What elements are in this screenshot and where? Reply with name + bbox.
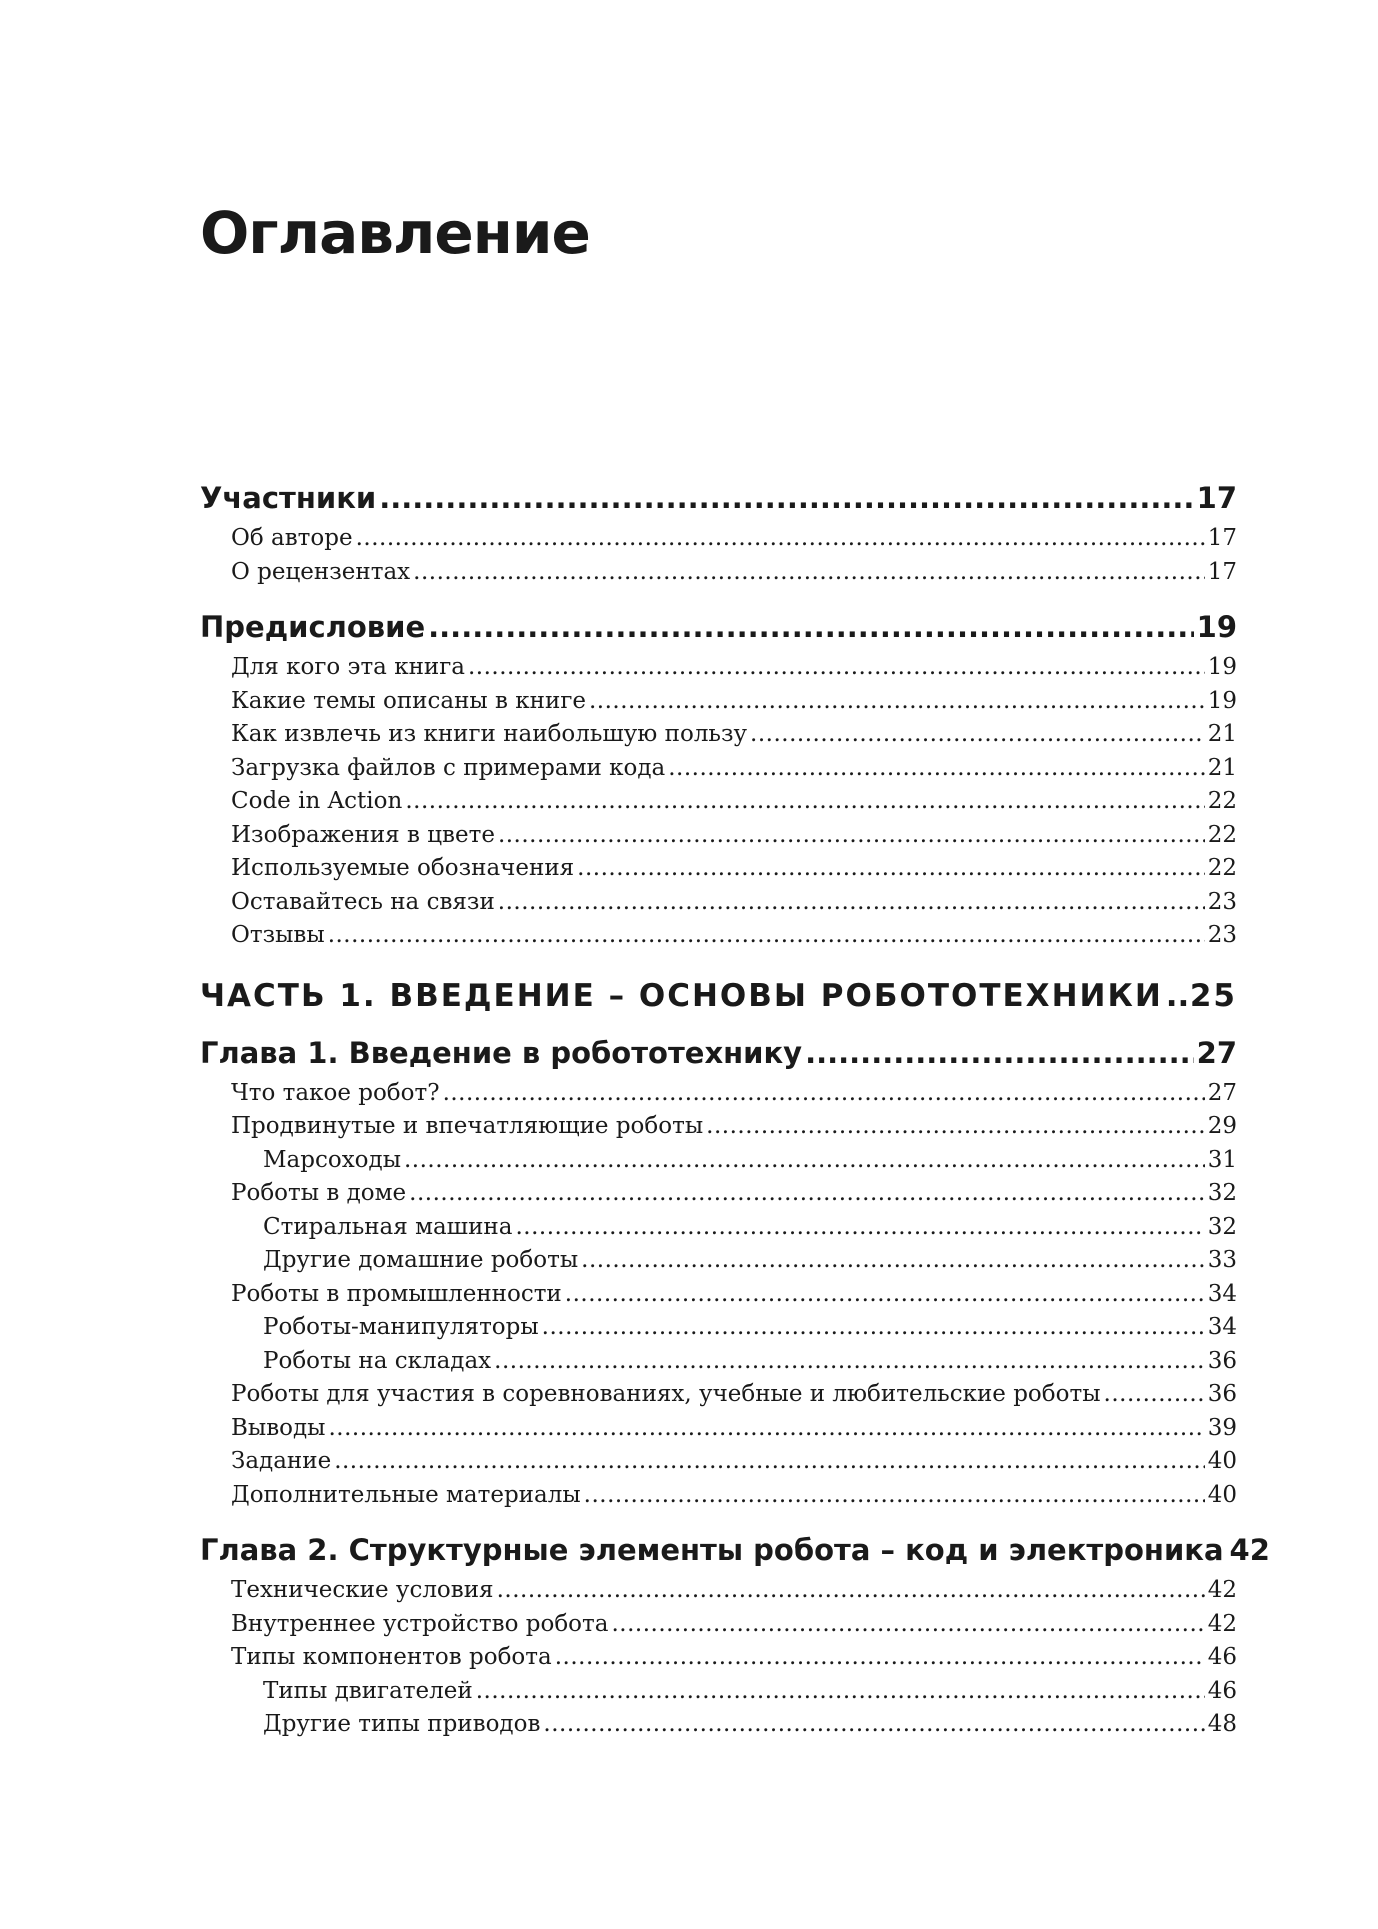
toc-entry-page-number: 32 xyxy=(1207,1213,1237,1240)
toc-entry-title: Глава 2. Структурные элементы робота – код и электроника xyxy=(200,1533,1224,1567)
dot-leader xyxy=(805,1035,1194,1071)
toc-entry-title: Участники xyxy=(200,481,377,515)
toc-entry xyxy=(200,1211,1237,1245)
toc-entry-title: Используемые обозначения xyxy=(231,855,575,881)
toc-entry-page-number: 17 xyxy=(1196,481,1237,515)
toc-entry-title: Внутреннее устройство робота xyxy=(231,1610,609,1637)
dot-leader xyxy=(543,1708,1204,1742)
dot-leader xyxy=(409,1177,1205,1211)
toc-entry xyxy=(200,1574,1237,1608)
toc-entry-page-number: 22 xyxy=(1207,855,1237,881)
toc-entry xyxy=(200,1445,1237,1479)
toc-entry xyxy=(200,1378,1237,1412)
dot-leader xyxy=(750,718,1205,752)
toc-entry-title: Изображения в цвете xyxy=(231,821,495,848)
toc-entry-title: ЧАСТЬ 1. ВВЕДЕНИЕ – ОСНОВЫ РОБОТОТЕХНИКИ xyxy=(200,977,1163,1014)
dot-leader xyxy=(328,1412,1204,1446)
toc-entry-title: Глава 1. Введение в робототехнику xyxy=(200,1035,803,1070)
dot-leader xyxy=(428,609,1194,645)
toc-entry-page-number: 36 xyxy=(1207,1347,1237,1374)
toc-entry-title: Выводы xyxy=(231,1414,326,1441)
toc-entry-page-number: 46 xyxy=(1207,1677,1237,1704)
toc-entry xyxy=(200,1177,1237,1211)
toc-entry-title: Что такое робот? xyxy=(231,1079,440,1106)
toc-entry-page-number: 42 xyxy=(1207,1577,1237,1603)
toc-entry-page-number: 27 xyxy=(1207,1079,1237,1106)
toc-entry xyxy=(200,1144,1237,1178)
toc-entry-title: Другие типы приводов xyxy=(263,1711,541,1737)
toc-entry xyxy=(200,785,1237,819)
toc-entry xyxy=(200,1311,1237,1345)
toc-entry xyxy=(200,1412,1237,1446)
dot-leader xyxy=(515,1211,1204,1245)
dot-leader xyxy=(584,1479,1205,1513)
dot-leader xyxy=(404,1144,1205,1178)
toc-entry-page-number: 40 xyxy=(1207,1448,1237,1474)
toc-entry xyxy=(200,977,1237,1015)
toc-entry xyxy=(200,556,1237,590)
dot-leader xyxy=(498,819,1205,853)
toc-entry-page-number: 27 xyxy=(1196,1035,1237,1070)
toc-entry-page-number: 21 xyxy=(1207,754,1237,781)
toc-entry-title: Роботы-манипуляторы xyxy=(263,1314,539,1340)
toc-entry-page-number: 42 xyxy=(1229,1533,1270,1567)
toc-entry-title: Какие темы описаны в книге xyxy=(231,687,586,714)
toc-entry-page-number: 22 xyxy=(1207,821,1237,848)
page-title: Оглавление xyxy=(200,199,590,267)
toc-entry xyxy=(200,1641,1237,1675)
toc-entry xyxy=(200,1110,1237,1144)
dot-leader xyxy=(413,556,1205,590)
toc-entry-title: Дополнительные материалы xyxy=(231,1481,581,1508)
toc-entry-page-number: 33 xyxy=(1207,1247,1237,1273)
toc-entry-title: Роботы для участия в соревнованиях, учебные и любительские роботы xyxy=(231,1381,1101,1407)
dot-leader xyxy=(611,1608,1204,1642)
dot-leader xyxy=(334,1445,1205,1479)
toc-entry xyxy=(200,1479,1237,1513)
toc-entry xyxy=(200,1608,1237,1642)
toc-entry-page-number: 17 xyxy=(1207,525,1237,551)
toc-entry-page-number: 36 xyxy=(1207,1381,1237,1407)
toc-entry-title: Марсоходы xyxy=(263,1146,401,1173)
dot-leader xyxy=(379,480,1193,516)
toc-entry-page-number: 32 xyxy=(1207,1180,1237,1206)
toc-entry xyxy=(200,522,1237,556)
toc-entry-title: Code in Action xyxy=(231,788,403,814)
toc-entry xyxy=(200,718,1237,752)
toc-entry-page-number: 40 xyxy=(1207,1481,1237,1508)
dot-leader xyxy=(476,1675,1205,1709)
toc-entry-title: Роботы в доме xyxy=(231,1180,407,1206)
toc-entry xyxy=(200,1345,1237,1379)
toc-entry xyxy=(200,1077,1237,1111)
toc-entry-page-number: 42 xyxy=(1207,1610,1237,1637)
toc-entry-title: О рецензентах xyxy=(231,558,411,585)
toc-entry xyxy=(200,819,1237,853)
toc-entry xyxy=(200,1035,1237,1071)
dot-leader xyxy=(589,685,1205,719)
toc-entry xyxy=(200,480,1237,516)
toc-entry-page-number: 46 xyxy=(1207,1644,1237,1670)
dot-leader xyxy=(497,1574,1205,1608)
toc-entry xyxy=(200,752,1237,786)
dot-leader xyxy=(1104,1378,1205,1412)
toc-entry-title: Роботы на складах xyxy=(263,1347,492,1374)
toc-entry-title: Роботы в промышленности xyxy=(231,1280,562,1307)
toc-entry-page-number: 17 xyxy=(1207,558,1237,585)
toc-entry-page-number: 31 xyxy=(1207,1146,1237,1173)
toc-entry-title: Отзывы xyxy=(231,922,325,948)
dot-leader xyxy=(405,785,1204,819)
toc-entry xyxy=(200,886,1237,920)
toc-entry-title: Типы двигателей xyxy=(263,1677,473,1704)
toc-entry-page-number: 22 xyxy=(1207,788,1237,814)
toc-entry-page-number: 19 xyxy=(1207,654,1237,680)
toc-entry-page-number: 39 xyxy=(1207,1414,1237,1441)
dot-leader xyxy=(356,522,1205,556)
toc-entry xyxy=(200,609,1237,645)
toc-entry-page-number: 29 xyxy=(1207,1113,1237,1139)
toc-entry-page-number: 34 xyxy=(1207,1280,1237,1307)
toc-entry-title: Технические условия xyxy=(231,1577,494,1603)
toc-entry-title: Для кого эта книга xyxy=(231,654,465,680)
toc-entry-title: Задание xyxy=(231,1448,332,1474)
toc-entry-title: Типы компонентов робота xyxy=(231,1644,552,1670)
dot-leader xyxy=(555,1641,1205,1675)
toc-entry xyxy=(200,1532,1270,1568)
table-of-contents xyxy=(200,480,1270,1742)
toc-entry xyxy=(200,651,1237,685)
toc-entry-page-number: 19 xyxy=(1207,687,1237,714)
toc-entry-title: Оставайтесь на связи xyxy=(231,888,495,915)
toc-entry xyxy=(200,1675,1237,1709)
toc-entry-title: Об авторе xyxy=(231,525,353,551)
toc-entry-page-number: 25 xyxy=(1189,977,1237,1014)
dot-leader xyxy=(577,852,1205,886)
dot-leader xyxy=(706,1110,1205,1144)
toc-entry xyxy=(200,685,1237,719)
toc-entry-page-number: 48 xyxy=(1207,1711,1237,1737)
dot-leader xyxy=(565,1278,1205,1312)
toc-entry-title: Продвинутые и впечатляющие роботы xyxy=(231,1113,704,1139)
toc-entry xyxy=(200,919,1237,953)
dot-leader xyxy=(1166,977,1187,1015)
dot-leader xyxy=(542,1311,1205,1345)
toc-entry-page-number: 23 xyxy=(1207,922,1237,948)
toc-entry xyxy=(200,852,1237,886)
toc-entry-title: Как извлечь из книги наибольшую пользу xyxy=(231,721,748,747)
toc-entry xyxy=(200,1278,1237,1312)
toc-entry-page-number: 23 xyxy=(1207,888,1237,915)
toc-entry-title: Стиральная машина xyxy=(263,1213,513,1240)
toc-entry-title: Загрузка файлов с примерами кода xyxy=(231,754,666,781)
toc-entry-page-number: 34 xyxy=(1207,1314,1237,1340)
dot-leader xyxy=(581,1244,1205,1278)
dot-leader xyxy=(498,886,1205,920)
toc-entry-title: Другие домашние роботы xyxy=(263,1247,579,1273)
toc-entry xyxy=(200,1708,1237,1742)
dot-leader xyxy=(494,1345,1205,1379)
dot-leader xyxy=(468,651,1205,685)
toc-entry-page-number: 19 xyxy=(1196,610,1237,644)
dot-leader xyxy=(668,752,1205,786)
toc-entry-page-number: 21 xyxy=(1207,721,1237,747)
dot-leader xyxy=(443,1077,1205,1111)
dot-leader xyxy=(328,919,1205,953)
toc-entry-title: Предисловие xyxy=(200,610,426,644)
toc-entry xyxy=(200,1244,1237,1278)
